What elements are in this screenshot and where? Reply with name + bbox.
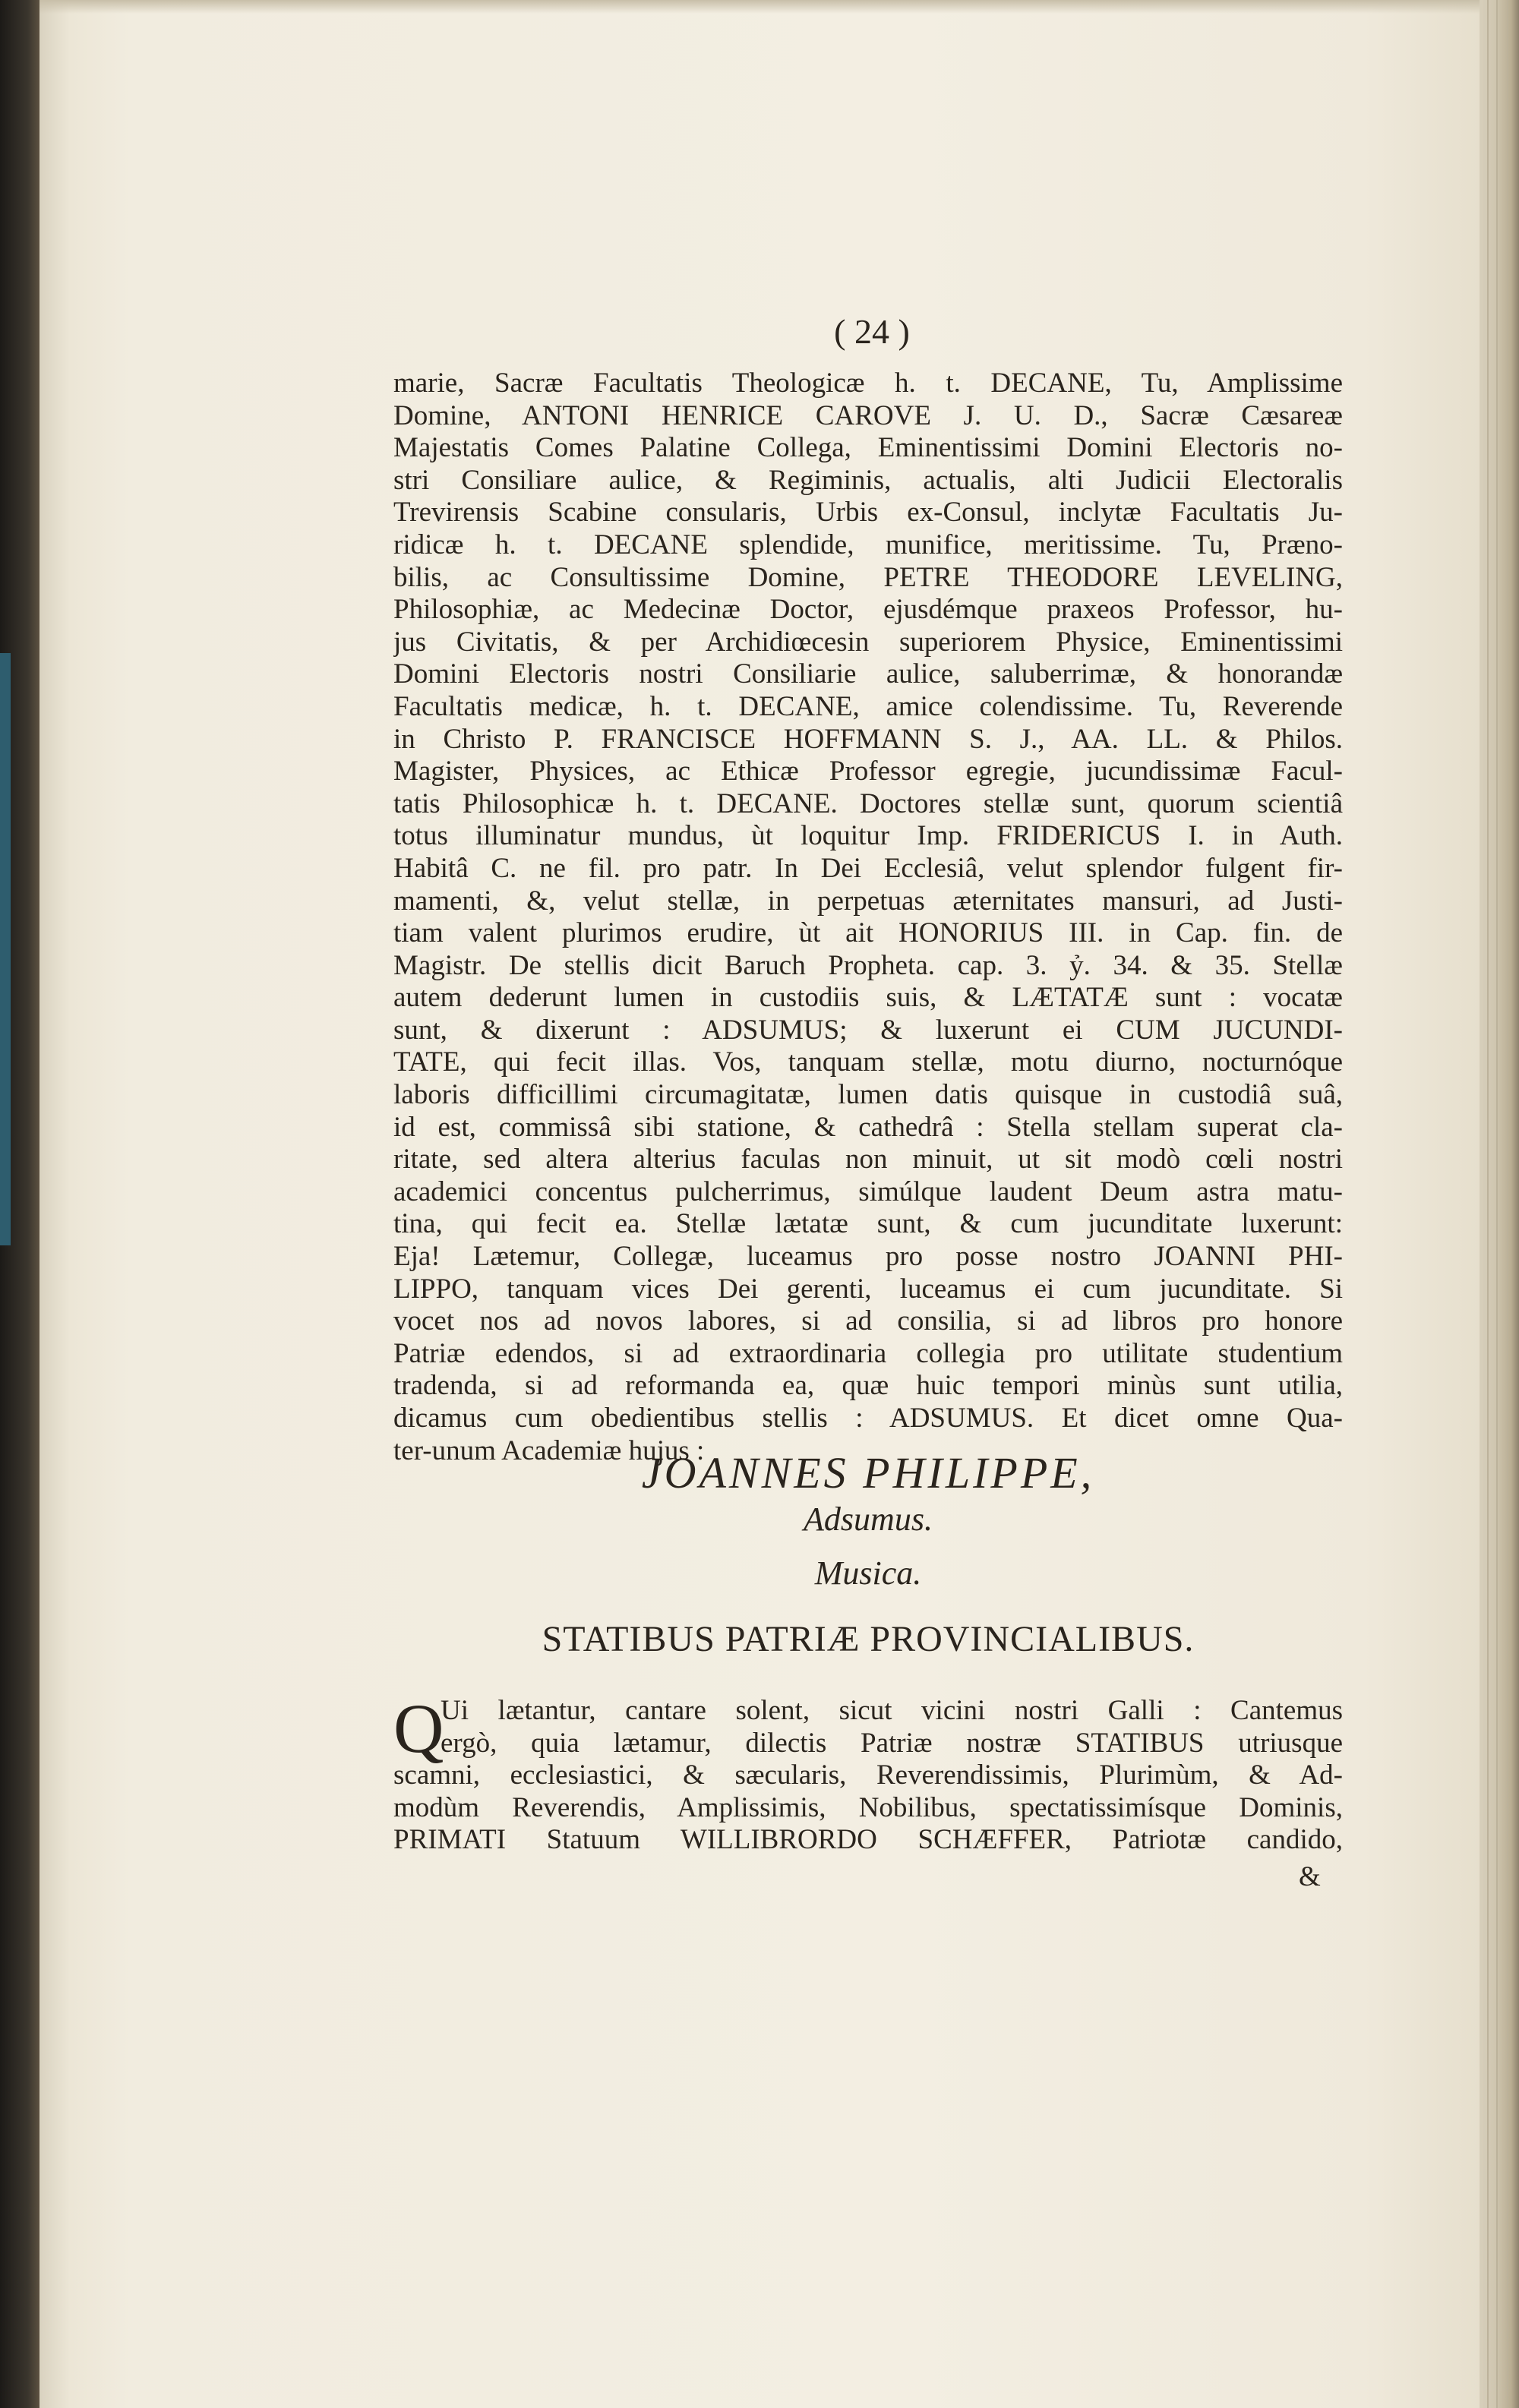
text-line: totus illuminatur mundus, ùt loquitur Imp. FRIDERICUS I. in Auth. xyxy=(393,820,1343,852)
text-line: ergò, quia lætamur, dilectis Patriæ nostræ STATIBUS utriusque xyxy=(441,1727,1343,1759)
text-line: id est, commissâ sibi statione, & cathedrâ : Stella stellam superat cla- xyxy=(393,1111,1343,1143)
text-line: ter-unum Academiæ hujus : xyxy=(393,1434,705,1466)
adsumus-heading: Adsumus. xyxy=(804,1501,933,1538)
text-line: modùm Reverendis, Amplissimis, Nobilibus, spectatissimísque Dominis, xyxy=(393,1791,1343,1823)
drop-cap: Q xyxy=(393,1690,444,1767)
text-line: marie, Sacræ Facultatis Theologicæ h. t. DECANE, Tu, Amplissime xyxy=(393,368,1343,399)
section-heading: STATIBUS PATRIÆ PROVINCIALIBUS. xyxy=(542,1619,1195,1659)
page-number: ( 24 ) xyxy=(834,312,910,351)
text-line: autem dederunt lumen in custodiis suis, & LÆTATÆ sunt : vocatæ xyxy=(393,982,1343,1014)
text-line: Domine, ANTONI HENRICE CAROVE J. U. D., Sacræ Cæsareæ xyxy=(393,399,1343,431)
text-line: sunt, & dixerunt : ADSUMUS; & luxerunt ei CUM JUCUNDI- xyxy=(393,1014,1343,1046)
name-heading: JOANNES PHILIPPE, xyxy=(641,1448,1095,1498)
catchword: & xyxy=(1299,1861,1321,1892)
text-line: laboris difficillimi circumagitatæ, lumen datis quisque in custodiâ suâ, xyxy=(393,1079,1343,1111)
text-line: Majestatis Comes Palatine Collega, Eminentissimi Domini Electoris no- xyxy=(393,432,1343,464)
text-line: jus Civitatis, & per Archidiœcesin superiorem Physice, Eminentissimi xyxy=(393,626,1343,658)
text-line: Magistr. De stellis dicit Baruch Propheta. cap. 3. ỷ. 34. & 35. Stellæ xyxy=(393,949,1343,981)
text-line: tiam valent plurimos erudire, ùt ait HONORIUS III. in Cap. fin. de xyxy=(393,917,1343,949)
page-top-shadow xyxy=(39,0,1480,14)
page-fore-edge xyxy=(1480,0,1519,2408)
text-line: Facultatis medicæ, h. t. DECANE, amice colendissime. Tu, Reverende xyxy=(393,690,1343,722)
text-line: Patriæ edendos, si ad extraordinaria collegia pro utilitate studentium xyxy=(393,1337,1343,1369)
page-edge-line xyxy=(1487,0,1489,2408)
text-line: academici concentus pulcherrimus, simúlque laudent Deum astra matu- xyxy=(393,1176,1343,1207)
page-edge-line xyxy=(1507,0,1508,2408)
musica-heading: Musica. xyxy=(814,1554,922,1592)
text-line: Habitâ C. ne fil. pro patr. In Dei Ecclesiâ, velut splendor fulgent fir- xyxy=(393,852,1343,884)
text-line: stri Consiliare aulice, & Regiminis, actualis, alti Judicii Electoralis xyxy=(393,464,1343,496)
text-line: scamni, ecclesiastici, & sæcularis, Reverendissimis, Plurimùm, & Ad- xyxy=(393,1759,1343,1791)
text-line: mamenti, &, velut stellæ, in perpetuas æternitates mansuri, ad Justi- xyxy=(393,885,1343,917)
body-paragraph xyxy=(393,368,1343,1467)
text-line: Domini Electoris nostri Consiliarie aulice, saluberrimæ, & honorandæ xyxy=(393,658,1343,690)
text-line: vocet nos ad novos labores, si ad consilia, si ad libros pro honore xyxy=(393,1305,1343,1337)
text-line: tina, qui fecit ea. Stellæ lætatæ sunt, & cum jucunditate luxerunt: xyxy=(393,1208,1343,1240)
text-line: TATE, qui fecit illas. Vos, tanquam stellæ, motu diurno, nocturnóque xyxy=(393,1046,1343,1078)
text-line: tradenda, si ad reformanda ea, quæ huic tempori minùs sunt utilia, xyxy=(393,1370,1343,1402)
text-line: in Christo P. FRANCISCE HOFFMANN S. J., AA. LL. & Philos. xyxy=(393,723,1343,755)
text-line: Eja! Lætemur, Collegæ, luceamus pro posse nostro JOANNI PHI- xyxy=(393,1241,1343,1273)
text-line: Trevirensis Scabine consularis, Urbis ex-Consul, inclytæ Facultatis Ju- xyxy=(393,497,1343,529)
text-line: Ui lætantur, cantare solent, sicut vicini nostri Galli : Cantemus xyxy=(441,1695,1343,1726)
section-paragraph xyxy=(393,1690,1343,1857)
text-line: Magister, Physices, ac Ethicæ Professor egregie, jucundissimæ Facul- xyxy=(393,756,1343,787)
text-line: Philosophiæ, ac Medecinæ Doctor, ejusdémque praxeos Professor, hu- xyxy=(393,594,1343,626)
text-line: bilis, ac Consultissime Domine, PETRE THEODORE LEVELING, xyxy=(393,561,1343,593)
text-line: ritate, sed altera alterius faculas non minuit, ut sit modò cœli nostri xyxy=(393,1144,1343,1176)
text-line: LIPPO, tanquam vices Dei gerenti, luceamus ei cum jucunditate. Si xyxy=(393,1273,1343,1305)
text-line: tatis Philosophicæ h. t. DECANE. Doctores stellæ sunt, quorum scientiâ xyxy=(393,787,1343,819)
text-line: dicamus cum obedientibus stellis : ADSUMUS. Et dicet omne Qua- xyxy=(393,1403,1343,1434)
page-edge-line xyxy=(1496,0,1498,2408)
binding-tape xyxy=(0,653,11,1245)
text-block xyxy=(393,312,1343,1923)
text-line: ridicæ h. t. DECANE splendide, munifice, meritissime. Tu, Præno- xyxy=(393,529,1343,560)
text-line: PRIMATI Statuum WILLIBRORDO SCHÆFFER, Patriotæ candido, xyxy=(393,1824,1343,1856)
